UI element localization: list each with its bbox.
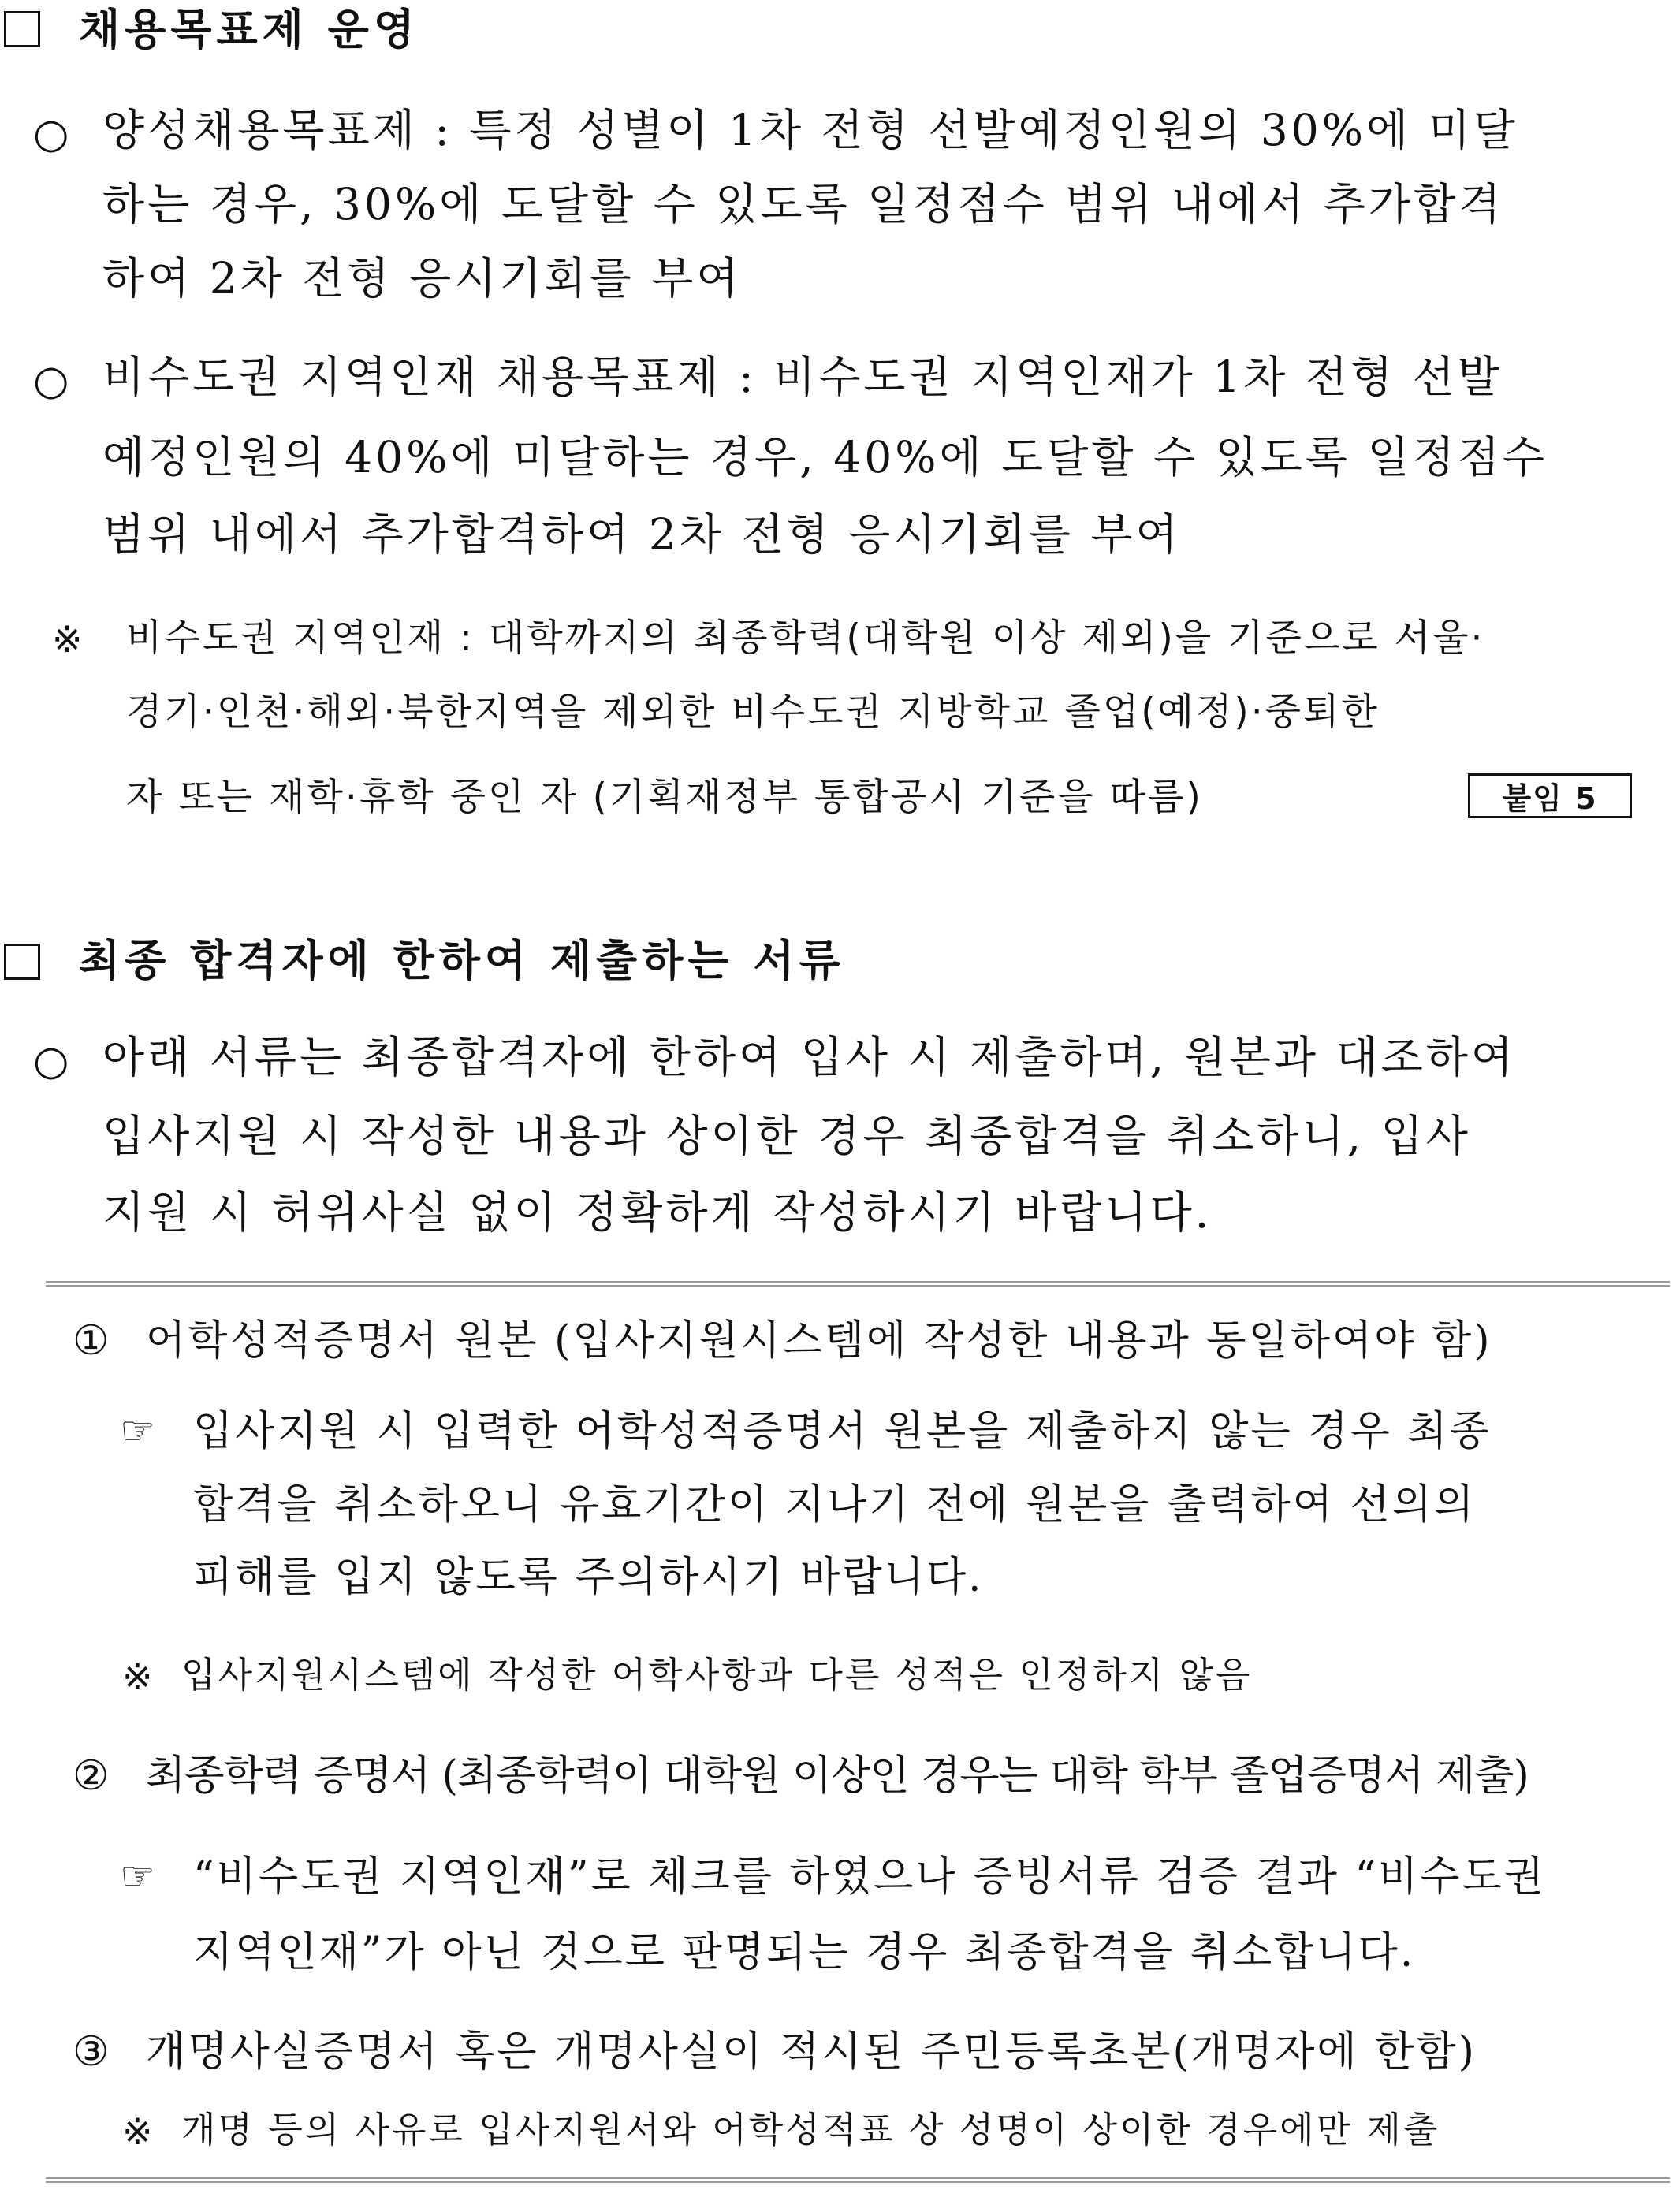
bullet-circle-icon: ○ xyxy=(33,110,69,158)
education-certificate-item: 최종학력 증명서 (최종학력이 대학원 이상인 경우는 대학 학부 졸업증명서 제출) xyxy=(146,1752,1529,1800)
gender-target-line-1: 양성채용목표제 : 특정 성별이 1차 전형 선발예정인원의 30%에 미달 xyxy=(102,105,1518,155)
reference-mark-icon: ※ xyxy=(122,1655,153,1698)
regional-verification-line-1: “비수도권 지역인재”로 체크를 하였으나 증빙서류 검증 결과 “비수도권 xyxy=(193,1853,1546,1901)
language-certificate-warning-line-1: 입사지원 시 입력한 어학성적증명서 원본을 제출하지 않는 경우 최종 xyxy=(193,1408,1492,1455)
attachment-badge: 붙임 5 xyxy=(1468,773,1632,818)
language-certificate-warning-line-3: 피해를 입지 않도록 주의하시기 바랍니다. xyxy=(193,1554,984,1601)
section-checkbox-icon xyxy=(4,11,40,47)
box-top-divider xyxy=(46,1281,1670,1287)
regional-target-line-1: 비수도권 지역인재 채용목표제 : 비수도권 지역인재가 1차 전형 선발 xyxy=(102,352,1503,402)
section-title-final-documents: 최종 합격자에 한하여 제출하는 서류 xyxy=(79,935,845,985)
name-change-note: 개명 등의 사유로 입사지원서와 어학성적표 상 성명이 상이한 경우에만 제출 xyxy=(181,2109,1440,2150)
documents-intro-line-3: 지원 시 허위사실 없이 정확하게 작성하시기 바랍니다. xyxy=(102,1187,1213,1238)
pointing-hand-icon: ☞ xyxy=(120,1853,155,1899)
gender-target-line-3: 하여 2차 전형 응시기회를 부여 xyxy=(102,253,742,303)
bullet-circle-icon: ○ xyxy=(33,357,69,404)
pointing-hand-icon: ☞ xyxy=(120,1408,155,1454)
regional-verification-line-2: 지역인재”가 아닌 것으로 판명되는 경우 최종합격을 취소합니다. xyxy=(193,1929,1416,1976)
reference-mark-icon: ※ xyxy=(52,618,83,661)
section-title-hiring-target: 채용목표제 운영 xyxy=(79,4,419,54)
documents-intro-line-1: 아래 서류는 최종합격자에 한하여 입사 시 제출하며, 원본과 대조하여 xyxy=(102,1032,1516,1082)
bullet-circle-icon: ○ xyxy=(33,1037,69,1085)
language-score-note: 입사지원시스템에 작성한 어학사항과 다른 성적은 인정하지 않음 xyxy=(181,1654,1253,1696)
gender-target-line-2: 하는 경우, 30%에 도달할 수 있도록 일정점수 범위 내에서 추가합격 xyxy=(102,179,1504,229)
regional-target-line-2: 예정인원의 40%에 미달하는 경우, 40%에 도달할 수 있도록 일정점수 xyxy=(102,432,1548,482)
item-number-3: ③ xyxy=(73,2028,110,2076)
section-checkbox-icon xyxy=(4,944,40,980)
reference-mark-icon: ※ xyxy=(122,2110,153,2153)
item-number-2: ② xyxy=(73,1752,110,1800)
regional-definition-line-2: 경기·인천·해외·북한지역을 제외한 비수도권 지방학교 졸업(예정)·중퇴한 xyxy=(126,691,1380,734)
regional-definition-line-3: 자 또는 재학·휴학 중인 자 (기획재정부 통합공시 기준을 따름) xyxy=(126,776,1203,819)
name-change-certificate-item: 개명사실증명서 혹은 개명사실이 적시된 주민등록초본(개명자에 한함) xyxy=(146,2028,1477,2076)
regional-target-line-3: 범위 내에서 추가합격하여 2차 전형 응시기회를 부여 xyxy=(102,509,1181,560)
documents-intro-line-2: 입사지원 시 작성한 내용과 상이한 경우 최종합격을 취소하니, 입사 xyxy=(102,1111,1471,1161)
box-bottom-divider xyxy=(46,2177,1670,2184)
language-certificate-item: 어학성적증명서 원본 (입사지원시스템에 작성한 내용과 동일하여야 함) xyxy=(146,1317,1492,1365)
regional-definition-line-1: 비수도권 지역인재 : 대학까지의 최종학력(대학원 이상 제외)을 기준으로 서울· xyxy=(126,616,1485,660)
language-certificate-warning-line-2: 합격을 취소하오니 유효기간이 지나기 전에 원본을 출력하여 선의의 xyxy=(193,1481,1477,1529)
item-number-1: ① xyxy=(73,1317,110,1365)
